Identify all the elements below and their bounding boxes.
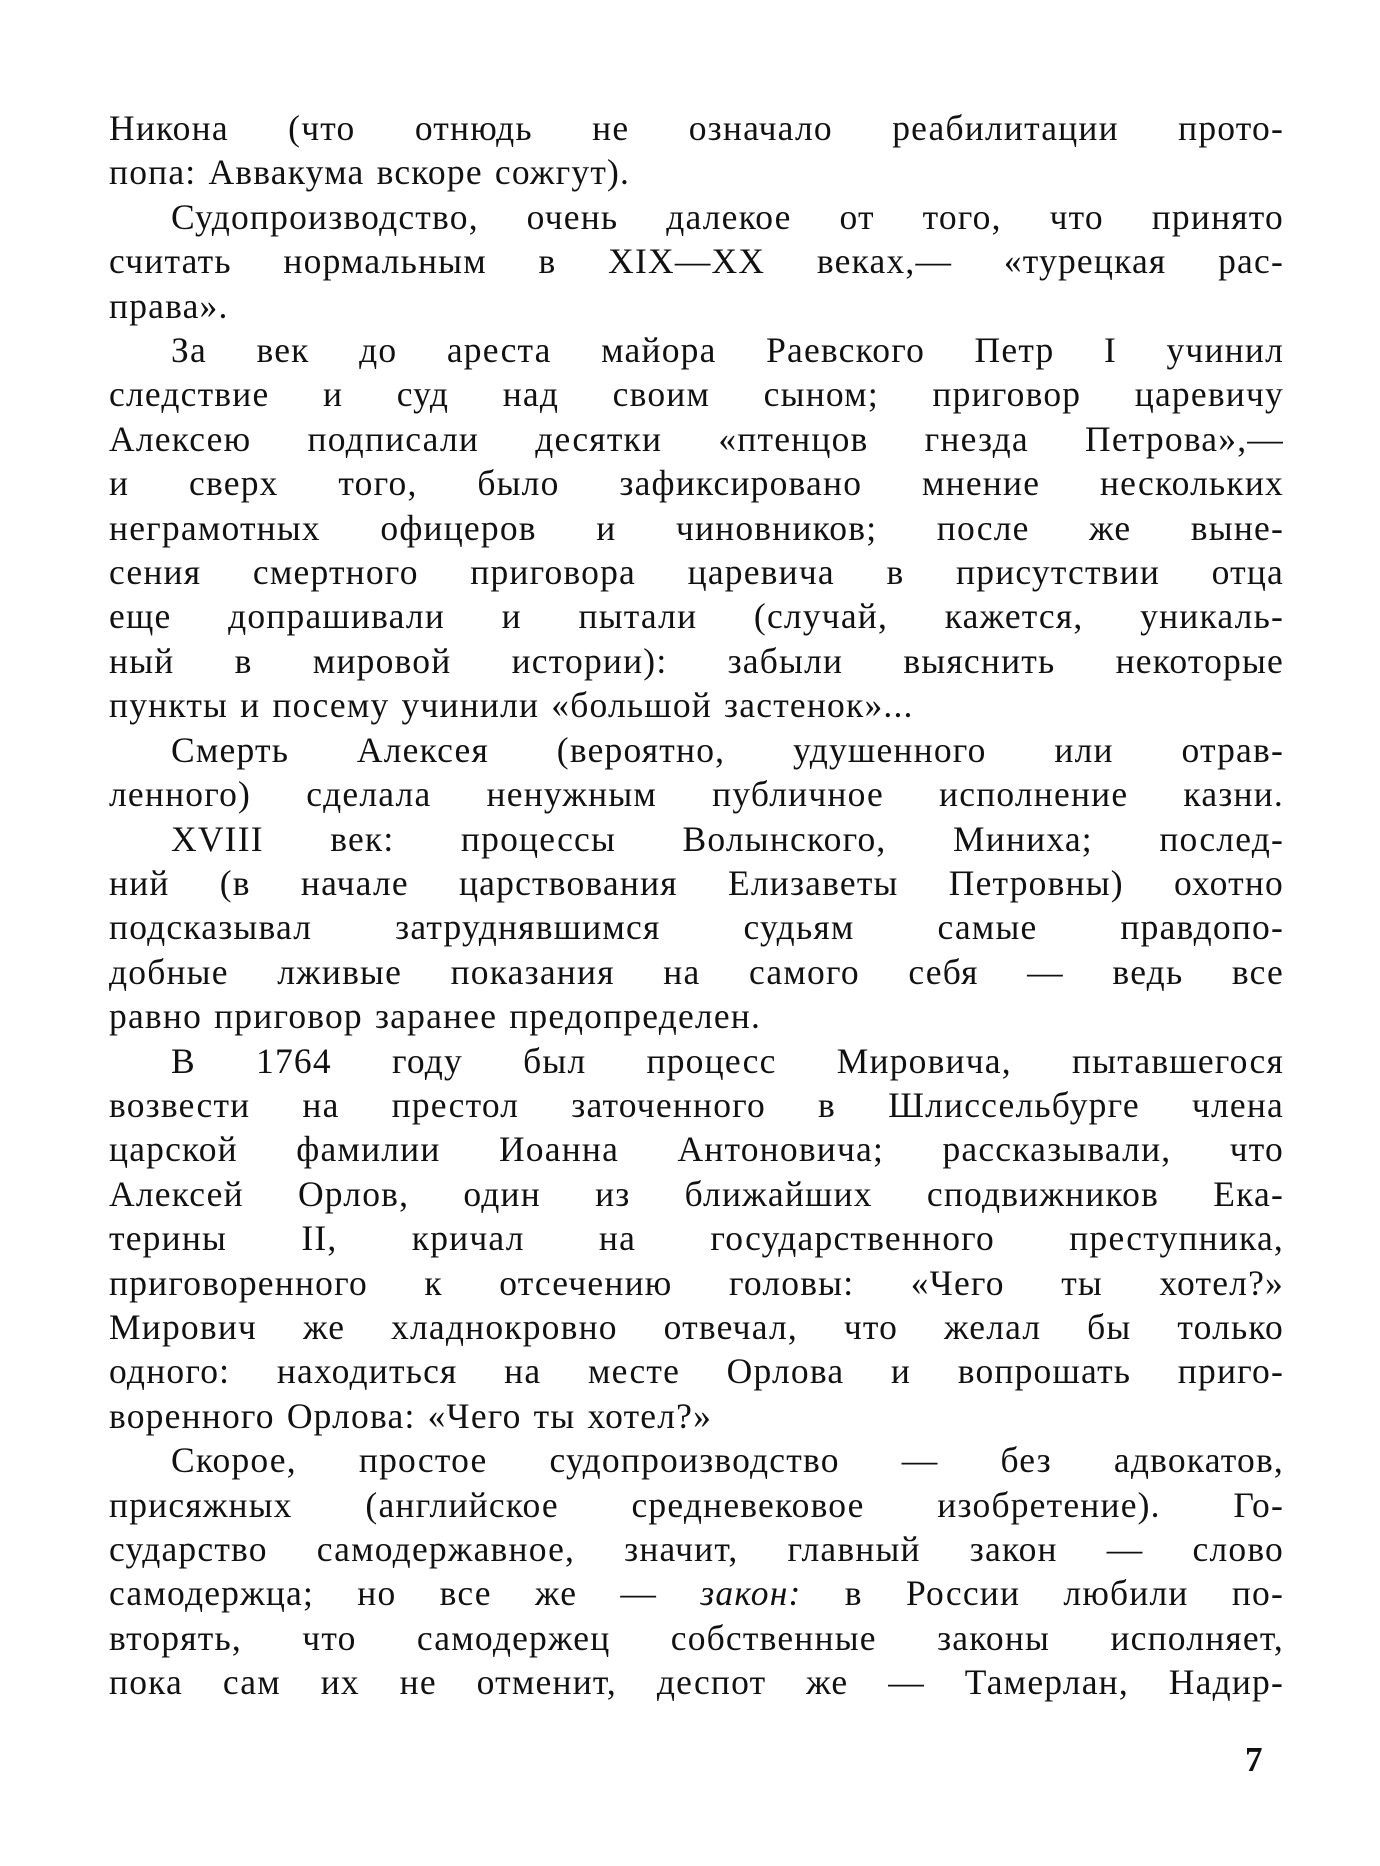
text-line: Алексею подписали десятки «птенцов гнезда Петрова»,— (109, 418, 1284, 459)
text-line: ленного) сделала ненужным публичное исполнение казни. (109, 774, 1284, 815)
text-line: равно приговор заранее предопределен. (109, 996, 762, 1037)
text-line: еще допрашивали и пытали (случай, кажется, уникаль- (109, 596, 1284, 637)
text-line: вторять, что самодержец собственные законы исполняет, (109, 1617, 1284, 1658)
text-line: царской фамилии Иоанна Антоновича; рассказывали, что (109, 1129, 1284, 1170)
text-line (109, 1571, 1284, 1615)
text-line: считать нормальным в XIX—XX веках,— «турецкая рас- (109, 241, 1284, 282)
text-line: попа: Аввакума вскоре сожгут). (109, 152, 631, 193)
text-line: За век до ареста майора Раевского Петр I учинил (171, 330, 1284, 371)
text-line: следствие и суд над своим сыном; приговор царевичу (109, 374, 1284, 415)
text-line: пока сам их не отменит, деспот же — Тамерлан, Надир- (109, 1662, 1284, 1703)
text-line: ний (в начале царствования Елизаветы Петровны) охотно (109, 862, 1284, 903)
text-line: подсказывал затруднявшимся судьям самые правдопо- (109, 907, 1284, 948)
text-line: права». (109, 285, 229, 326)
text-line: В 1764 году был процесс Мировича, пытавшегося (171, 1040, 1284, 1081)
italic-word: закон: (700, 1573, 802, 1614)
text-line: возвести на престол заточенного в Шлиссельбурге члена (109, 1084, 1284, 1125)
text-line: Алексей Орлов, один из ближайших сподвижников Ека- (109, 1173, 1284, 1214)
text-line: одного: находиться на месте Орлова и вопрошать приго- (109, 1351, 1284, 1392)
text-line: Мирович же хладнокровно отвечал, что желал бы только (109, 1306, 1284, 1347)
page-text (109, 106, 1284, 1705)
page-number: 7 (1245, 1740, 1263, 1779)
text-line: пункты и посему учинили «большой застенок»... (109, 685, 914, 726)
text-line: Скорое, простое судопроизводство — без адвокатов, (171, 1440, 1284, 1481)
text-line: XVIII век: процессы Волынского, Миниха; послед- (171, 818, 1284, 859)
text-line: воренного Орлова: «Чего ты хотел?» (109, 1395, 713, 1436)
text-line: Судопроизводство, очень далекое от того, что принято (171, 196, 1284, 237)
text-line: и сверх того, было зафиксировано мнение нескольких (109, 463, 1284, 504)
text-line: добные лживые показания на самого себя — ведь все (109, 951, 1284, 992)
text-line: сения смертного приговора царевича в присутствии отца (109, 552, 1284, 593)
text-line: терины II, кричал на государственного преступника, (109, 1218, 1284, 1259)
text-segment: в России любили по- (801, 1573, 1284, 1614)
text-segment: самодержца; но все же — (109, 1573, 701, 1614)
text-line: присяжных (английское средневековое изобретение). Го- (109, 1484, 1284, 1525)
text-line: Никона (что отнюдь не означало реабилитации прото- (109, 108, 1284, 148)
text-line: сударство самодержавное, значит, главный закон — слово (109, 1529, 1284, 1569)
text-line: Смерть Алексея (вероятно, удушенного или отрав- (171, 729, 1284, 770)
text-line: приговоренного к отсечению головы: «Чего ты хотел?» (109, 1262, 1284, 1303)
text-line: неграмотных офицеров и чиновников; после же выне- (109, 507, 1284, 548)
text-line: ный в мировой истории): забыли выяснить некоторые (109, 640, 1284, 681)
